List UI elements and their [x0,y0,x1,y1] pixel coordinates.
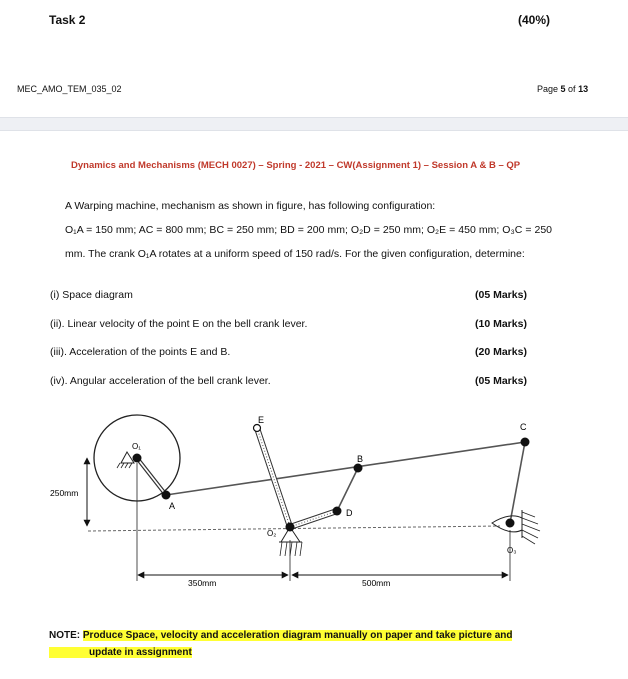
label-c: C [520,422,527,432]
dim-left-label: 350mm [188,578,217,588]
joint-e [254,425,261,432]
task-weight: (40%) [518,13,551,27]
document-code: MEC_AMO_TEM_035_02 [17,84,122,94]
question-3-marks: (20 Marks) [475,346,527,358]
dim-vertical-label: 250mm [50,488,79,498]
page-of: of [565,84,579,94]
label-o3: O₃ [507,546,517,555]
o1-fixed-support [117,452,134,468]
bell-crank-arm-o2d [290,511,337,527]
label-o2: O₂ [267,529,277,538]
label-a: A [169,501,176,511]
note-line-2: update in assignment [49,647,192,658]
question-1-marks: (05 Marks) [475,289,527,301]
note-label: NOTE: [49,630,83,641]
note [49,627,512,661]
intro-line-1: A Warping machine, mechanism as shown in figure, has following configuration: [65,200,436,212]
rod-ac [166,442,525,495]
question-2: (ii). Linear velocity of the point E on the bell crank lever. [50,318,308,330]
joint-d [333,507,342,516]
label-b: B [357,454,364,464]
question-4-marks: (05 Marks) [475,375,527,387]
assignment-title: Dynamics and Mechanisms (MECH 0027) – Spring - 2021 – CW(Assignment 1) – Session A & B – QP [71,160,521,171]
task-heading: Task 2 [49,13,86,27]
label-o1: O₁ [132,442,141,451]
joint-o1 [133,454,142,463]
page-current: 5 [560,84,566,94]
question-2-marks: (10 Marks) [475,318,527,330]
o3-fixed-support [492,510,540,544]
link-bd [337,468,358,511]
note-line-1: Produce Space, velocity and acceleration diagram manually on paper and take picture and [82,630,513,641]
joint-b [354,464,363,473]
joint-a [162,491,171,500]
question-4: (iv). Angular acceleration of the bell crank lever. [50,375,271,387]
joint-o3 [506,519,515,528]
label-e: E [258,415,265,425]
page-prefix: Page [537,84,561,94]
joint-o2 [286,523,295,532]
page-total: 13 [578,84,589,94]
question-3: (iii). Acceleration of the points E and B. [50,346,231,358]
intro-config: O₁A = 150 mm; AC = 800 mm; BC = 250 mm; BD = 200 mm; O₂D = 250 mm; O₂E = 450 mm; O₃C = 250 mm. The crank O₁A rotates at a uniform speed of 150 rad/s. For the given configuration, determine: [65,224,552,260]
label-d: D [346,508,353,518]
dim-right-label: 500mm [362,578,391,588]
rocker-o3c [510,442,525,523]
question-1: (i) Space diagram [50,289,133,301]
joint-c [521,438,530,447]
